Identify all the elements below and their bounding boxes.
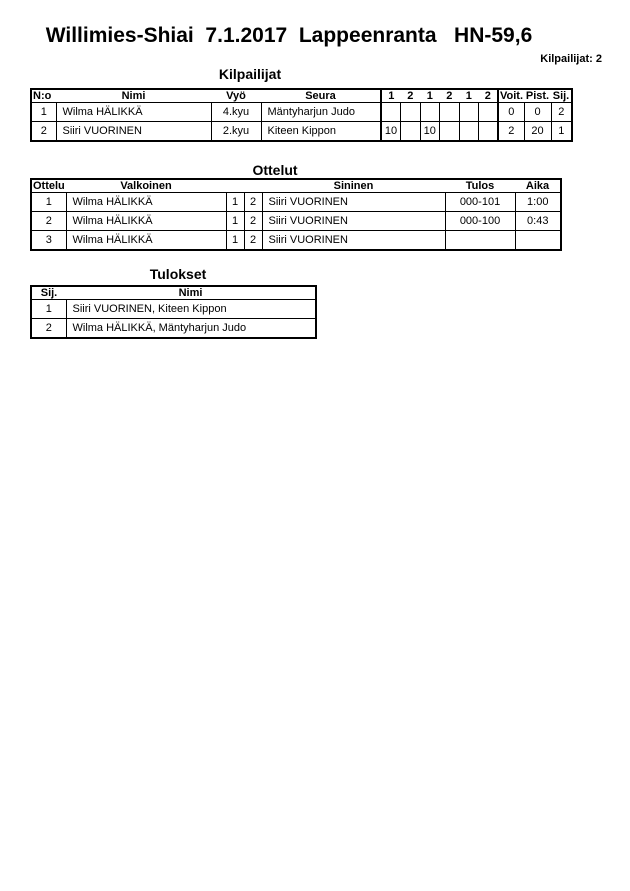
match-row [31, 231, 561, 251]
result-row [31, 300, 316, 319]
match-result [445, 231, 515, 251]
competitor-number: 1 [31, 103, 56, 122]
competitor-name: Siiri VUORINEN [56, 122, 211, 142]
match-result: 000-100 [445, 212, 515, 231]
competitor-belt: 2.kyu [211, 122, 261, 142]
blue-player-number: 2 [244, 193, 262, 212]
column-header-name: Nimi [56, 89, 211, 103]
result-place: 2 [31, 319, 66, 339]
column-header-white: Valkoinen [66, 179, 226, 193]
column-header-club: Seura [261, 89, 381, 103]
competitor-row [31, 103, 572, 122]
points-cell: 0 [524, 103, 551, 122]
white-player-name: Wilma HÄLIKKÄ [66, 212, 226, 231]
column-header-round: 1 [381, 89, 401, 103]
column-header-spacer [226, 179, 244, 193]
white-player-number: 1 [226, 212, 244, 231]
blue-player-name: Siiri VUORINEN [262, 212, 445, 231]
score-cell [479, 103, 499, 122]
score-cell [381, 103, 401, 122]
column-header-round: 2 [401, 89, 421, 103]
column-header-spacer [244, 179, 262, 193]
score-cell [440, 103, 460, 122]
score-cell [479, 122, 499, 142]
results-table [30, 285, 317, 339]
page-title: Willimies-Shiai 7.1.2017 Lappeenranta HN-59,6 [45, 24, 533, 47]
score-cell [401, 122, 421, 142]
competitors-section-heading: Kilpailijat [218, 66, 282, 82]
matches-section-heading: Ottelut [252, 162, 298, 178]
wins-cell: 0 [498, 103, 524, 122]
column-header-round: 1 [420, 89, 440, 103]
result-name: Siiri VUORINEN, Kiteen Kippon [66, 300, 316, 319]
result-place: 1 [31, 300, 66, 319]
score-cell [459, 103, 479, 122]
score-cell: 10 [381, 122, 401, 142]
score-cell [459, 122, 479, 142]
score-cell [440, 122, 460, 142]
blue-player-name: Siiri VUORINEN [262, 193, 445, 212]
results-header-row [31, 286, 316, 300]
column-header-no: N:o [31, 89, 56, 103]
white-player-name: Wilma HÄLIKKÄ [66, 193, 226, 212]
competitor-belt: 4.kyu [211, 103, 261, 122]
competitor-count-label: Kilpailijat: 2 [540, 53, 602, 65]
match-time: 1:00 [515, 193, 561, 212]
column-header-round: 2 [479, 89, 499, 103]
column-header-result: Tulos [445, 179, 515, 193]
competitor-row [31, 122, 572, 142]
column-header-belt: Vyö [211, 89, 261, 103]
column-header-place: Sij. [551, 89, 572, 103]
match-row [31, 193, 561, 212]
column-header-round: 2 [440, 89, 460, 103]
column-header-name: Nimi [66, 286, 316, 300]
results-section-heading: Tulokset [149, 266, 207, 282]
column-header-blue: Sininen [262, 179, 445, 193]
match-number: 1 [31, 193, 66, 212]
blue-player-number: 2 [244, 231, 262, 251]
result-row [31, 319, 316, 339]
competitors-header-row [31, 89, 572, 103]
matches-header-row [31, 179, 561, 193]
competitor-club: Kiteen Kippon [261, 122, 381, 142]
blue-player-number: 2 [244, 212, 262, 231]
matches-table [30, 178, 562, 251]
competitors-table [30, 88, 573, 142]
column-header-wins: Voit. [499, 90, 523, 102]
match-row [31, 212, 561, 231]
place-cell: 2 [551, 103, 572, 122]
white-player-number: 1 [226, 231, 244, 251]
white-player-name: Wilma HÄLIKKÄ [66, 231, 226, 251]
match-result: 000-101 [445, 193, 515, 212]
match-number: 3 [31, 231, 66, 251]
score-cell [401, 103, 421, 122]
competitor-name: Wilma HÄLIKKÄ [56, 103, 211, 122]
column-header-match: Ottelu [33, 180, 65, 192]
column-header-time: Aika [515, 179, 561, 193]
match-time: 0:43 [515, 212, 561, 231]
score-cell [420, 103, 440, 122]
competitor-number: 2 [31, 122, 56, 142]
match-number: 2 [31, 212, 66, 231]
column-header-round: 1 [459, 89, 479, 103]
points-cell: 20 [524, 122, 551, 142]
place-cell: 1 [551, 122, 572, 142]
competitor-club: Mäntyharjun Judo [261, 103, 381, 122]
score-cell: 10 [420, 122, 440, 142]
white-player-number: 1 [226, 193, 244, 212]
wins-cell: 2 [498, 122, 524, 142]
blue-player-name: Siiri VUORINEN [262, 231, 445, 251]
match-time [515, 231, 561, 251]
result-name: Wilma HÄLIKKÄ, Mäntyharjun Judo [66, 319, 316, 339]
column-header-points: Pist. [525, 90, 550, 102]
column-header-place: Sij. [31, 286, 66, 300]
